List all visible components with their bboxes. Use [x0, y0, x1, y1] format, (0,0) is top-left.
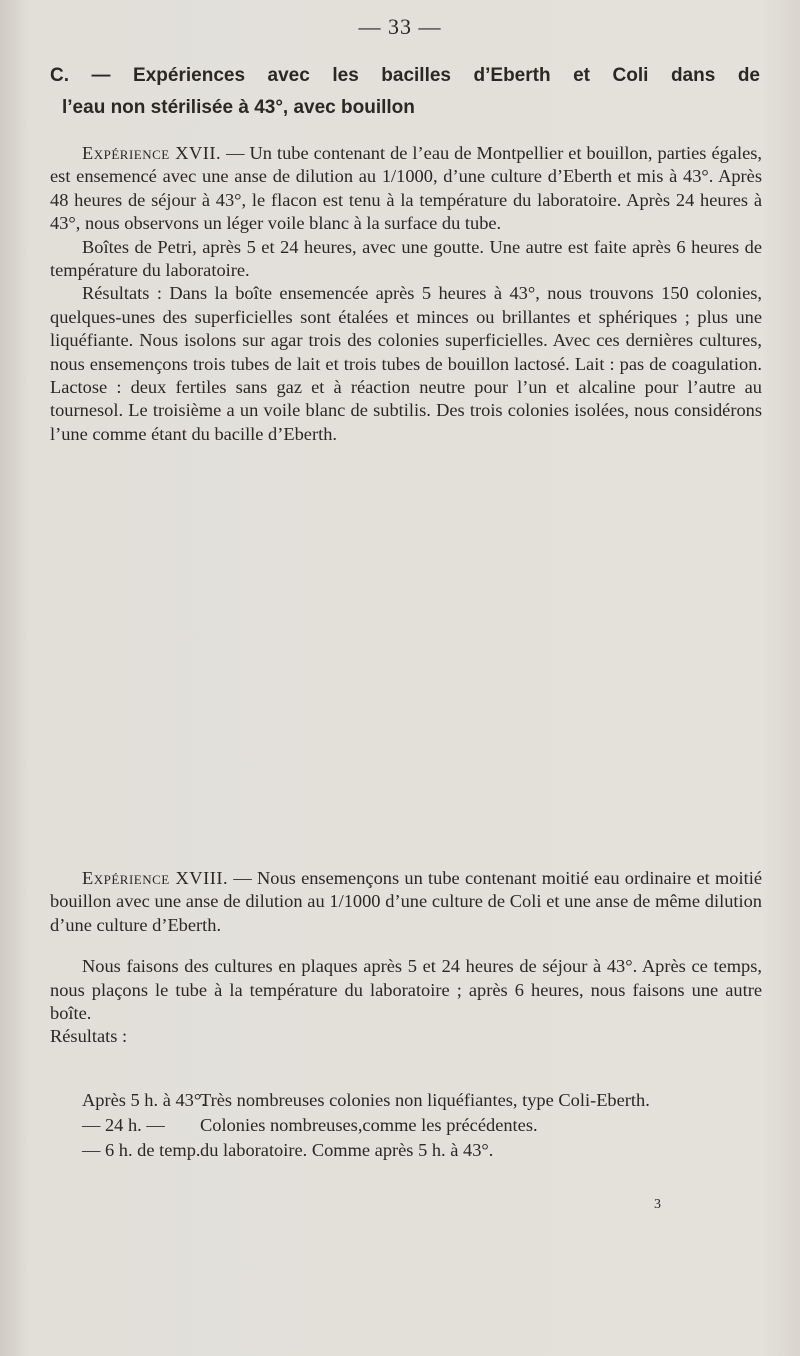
exp18-paragraph-1 [50, 867, 762, 937]
page-number: — 33 — [358, 14, 442, 39]
results-list [50, 1088, 762, 1163]
result-description: Colonies nombreuses,comme les précédentes. [200, 1115, 538, 1135]
result-description: du laboratoire. Comme après 5 h. à 43°. [200, 1140, 494, 1160]
exp17-lead: Expérience XVII. [82, 143, 222, 163]
result-row [50, 1113, 762, 1138]
exp17-paragraph-2: Boîtes de Petri, après 5 et 24 heures, avec une goutte. Une autre est faite après 6 heures de température du laboratoire. [50, 236, 762, 281]
exp17-paragraph-3: Résultats : Dans la boîte ensemencée après 5 heures à 43°, nous trouvons 150 colonies, quelques-unes des superficielles sont étalées et minces ou brillantes et sphériques ; plus une liquéfiante. Nous isolons sur agar trois des colonies superficielles. Avec ces dernières cultures, nous ensemençons trois tubes de lait et trois tubes de bouillon lactosé. Lait : pas de coagulation. Lactose : deux fertiles sans gaz et à réaction neutre pour l’un et alcaline pour l’autre au tournesol. Le troisième a un voile blanc de subtilis. Des trois colonies isolées, nous considérons l’une comme étant du bacille d’Eberth. [50, 283, 762, 444]
exp17-paragraph-1 [50, 142, 762, 236]
exp18-text-1: — Nous ensemençons un tube contenant moitié eau ordinaire et moitié bouillon avec une anse de dilution au 1/1000 d’une culture de Coli et une anse de même dilution d’une culture d’Eberth. [50, 868, 762, 935]
result-time: — 24 h. — [82, 1115, 165, 1135]
result-time: — 6 h. de temp. [82, 1140, 201, 1160]
signature-mark: 3 [654, 1197, 661, 1212]
exp18-results-label: Résultats : [50, 1026, 128, 1047]
section-heading-line-2: l’eau non stérilisée à 43°, avec bouillon [62, 97, 415, 118]
result-time: Après 5 h. à 43°. [82, 1090, 206, 1110]
result-row [50, 1138, 762, 1163]
exp18-paragraph-2: Nous faisons des cultures en plaques après 5 et 24 heures de séjour à 43°. Après ce temps, nous plaçons le tube à la température du laboratoire ; après 6 heures, nous faisons une autre boîte. [50, 956, 762, 1024]
section-heading [50, 60, 760, 124]
result-row [50, 1088, 762, 1113]
exp17-text-1: — Un tube contenant de l’eau de Montpellier et bouillon, parties égales, est ensemencé avec une anse de dilution au 1/1000, d’une culture d’Eberth et mis à 43°. Après 48 heures de séjour à 43°, le flacon est tenu à la température du laboratoire. Après 24 heures à 43°, nous observons un léger voile blanc à la surface du tube. [50, 143, 762, 234]
exp18-lead: Expérience XVIII. [82, 868, 229, 888]
experiment-17 [50, 142, 762, 446]
experiment-18 [50, 867, 762, 1049]
section-heading-line-1: C. — Expériences avec les bacilles d’Eberth et Coli dans de [50, 65, 760, 86]
result-description: Très nombreuses colonies non liquéfiantes, type Coli-Eberth. [200, 1090, 650, 1110]
